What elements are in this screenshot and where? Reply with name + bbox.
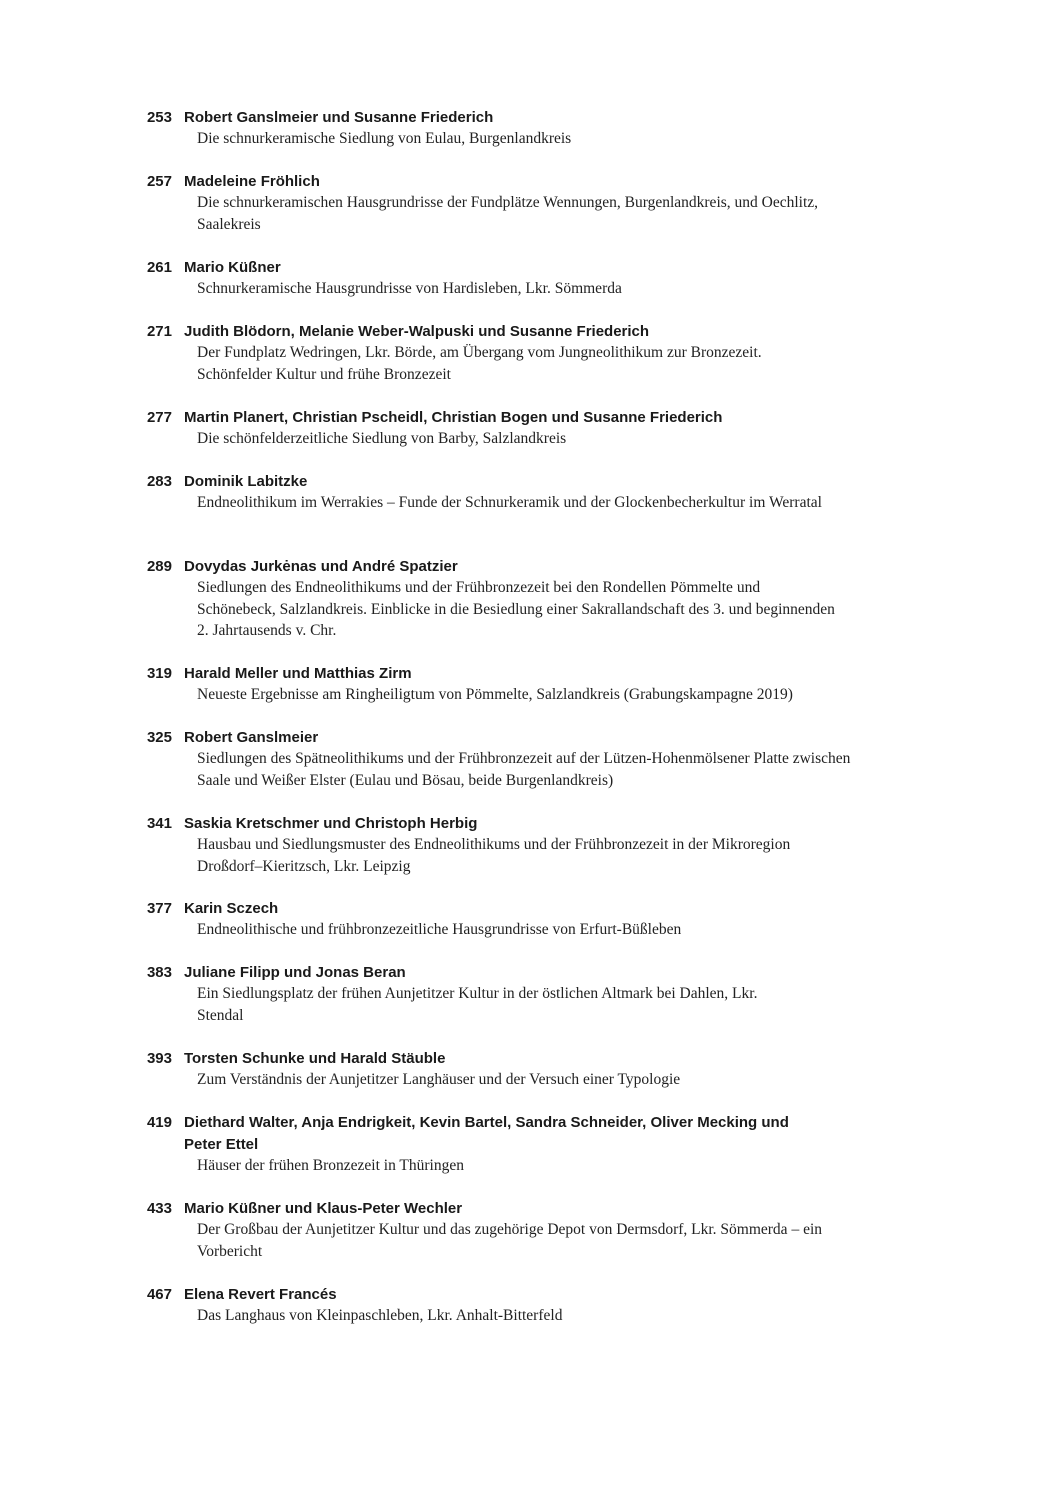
page-number: 467 bbox=[146, 1286, 172, 1303]
page-number: 341 bbox=[146, 815, 172, 832]
page-number: 261 bbox=[146, 259, 172, 276]
page-number: 271 bbox=[146, 323, 172, 340]
entry-authors: Martin Planert, Christian Pscheidl, Christian Bogen und Susanne Friederich bbox=[184, 409, 723, 426]
entry-authors: Robert Ganslmeier bbox=[184, 729, 319, 746]
page-number: 257 bbox=[146, 173, 172, 190]
entry-authors: Robert Ganslmeier und Susanne Friederich bbox=[184, 109, 494, 126]
entry-title: Neueste Ergebnisse am Ringheiligtum von Pömmelte, Salzlandkreis (Grabungskampagne 2019) bbox=[197, 686, 793, 703]
page-number: 277 bbox=[146, 409, 172, 426]
entry-authors: Juliane Filipp und Jonas Beran bbox=[184, 964, 406, 981]
entry-title: Schnurkeramische Hausgrundrisse von Hardisleben, Lkr. Sömmerda bbox=[197, 280, 622, 297]
entry-title: Siedlungen des Endneolithikums und der Frühbronzezeit bei den Rondellen Pömmelte und Schönebeck, Salzlandkreis. Einblicke in die Besiedlung einer Sakrallandschaft des 3. und beginnenden 2. Jahrtausends v. Chr. bbox=[197, 579, 835, 639]
page-number: 319 bbox=[146, 665, 172, 682]
entry-authors: Saskia Kretschmer und Christoph Herbig bbox=[184, 815, 478, 832]
entry-title: Die schnurkeramischen Hausgrundrisse der Fundplätze Wennungen, Burgenlandkreis, und Oechlitz, Saalekreis bbox=[197, 194, 819, 233]
entry-title: Siedlungen des Spätneolithikums und der Frühbronzezeit auf der Lützen-Hohenmölsener Platte zwischen Saale und Weißer Elster (Eulau und Bösau, beide Burgenlandkreis) bbox=[197, 750, 851, 789]
entry-title: Hausbau und Siedlungsmuster des Endneolithikums und der Frühbronzezeit in der Mikroregion Droßdorf–Kieritzsch, Lkr. Leipzig bbox=[197, 836, 791, 875]
page-number: 283 bbox=[146, 473, 172, 490]
entry-title: Das Langhaus von Kleinpaschleben, Lkr. Anhalt-Bitterfeld bbox=[197, 1307, 563, 1324]
page-number: 325 bbox=[146, 729, 172, 746]
entry-authors: Elena Revert Francés bbox=[184, 1286, 337, 1303]
page-number: 253 bbox=[146, 109, 172, 126]
entry-title: Endneolithikum im Werrakies – Funde der Schnurkeramik und der Glockenbecherkultur im Werratal bbox=[197, 494, 822, 511]
page-number: 433 bbox=[146, 1200, 172, 1217]
page-number: 289 bbox=[146, 558, 172, 575]
entry-title: Der Großbau der Aunjetitzer Kultur und das zugehörige Depot von Dermsdorf, Lkr. Sömmerda – ein Vorbericht bbox=[197, 1221, 823, 1260]
page-number: 393 bbox=[146, 1050, 172, 1067]
entry-authors: Harald Meller und Matthias Zirm bbox=[184, 665, 412, 682]
page-number: 377 bbox=[146, 900, 172, 917]
entry-title: Der Fundplatz Wedringen, Lkr. Börde, am Übergang vom Jungneolithikum zur Bronzezeit. Schönfelder Kultur und frühe Bronzezeit bbox=[197, 344, 762, 383]
entry-title: Die schnurkeramische Siedlung von Eulau, Burgenlandkreis bbox=[197, 130, 572, 147]
entry-title: Die schönfelderzeitliche Siedlung von Barby, Salzlandkreis bbox=[197, 430, 567, 447]
page-number: 419 bbox=[146, 1114, 172, 1131]
entry-authors: Madeleine Fröhlich bbox=[184, 173, 320, 190]
entry-authors: Diethard Walter, Anja Endrigkeit, Kevin Bartel, Sandra Schneider, Oliver Mecking und Peter Ettel bbox=[184, 1114, 789, 1153]
entry-title: Ein Siedlungsplatz der frühen Aunjetitzer Kultur in der östlichen Altmark bei Dahlen, Lkr. Stendal bbox=[197, 985, 758, 1024]
entry-title: Zum Verständnis der Aunjetitzer Langhäuser und der Versuch einer Typologie bbox=[197, 1071, 681, 1088]
entry-title: Häuser der frühen Bronzezeit in Thüringen bbox=[197, 1157, 464, 1174]
page-number: 383 bbox=[146, 964, 172, 981]
entry-authors: Torsten Schunke und Harald Stäuble bbox=[184, 1050, 446, 1067]
entry-title: Endneolithische und frühbronzezeitliche Hausgrundrisse von Erfurt-Büßleben bbox=[197, 921, 682, 938]
entry-authors: Dovydas Jurkėnas und André Spatzier bbox=[184, 558, 458, 575]
entry-authors: Mario Küßner bbox=[184, 259, 281, 276]
entry-authors: Judith Blödorn, Melanie Weber-Walpuski und Susanne Friederich bbox=[184, 323, 650, 340]
entry-authors: Mario Küßner und Klaus-Peter Wechler bbox=[184, 1200, 463, 1217]
entry-authors: Dominik Labitzke bbox=[184, 473, 308, 490]
entry-authors: Karin Sczech bbox=[184, 900, 279, 917]
